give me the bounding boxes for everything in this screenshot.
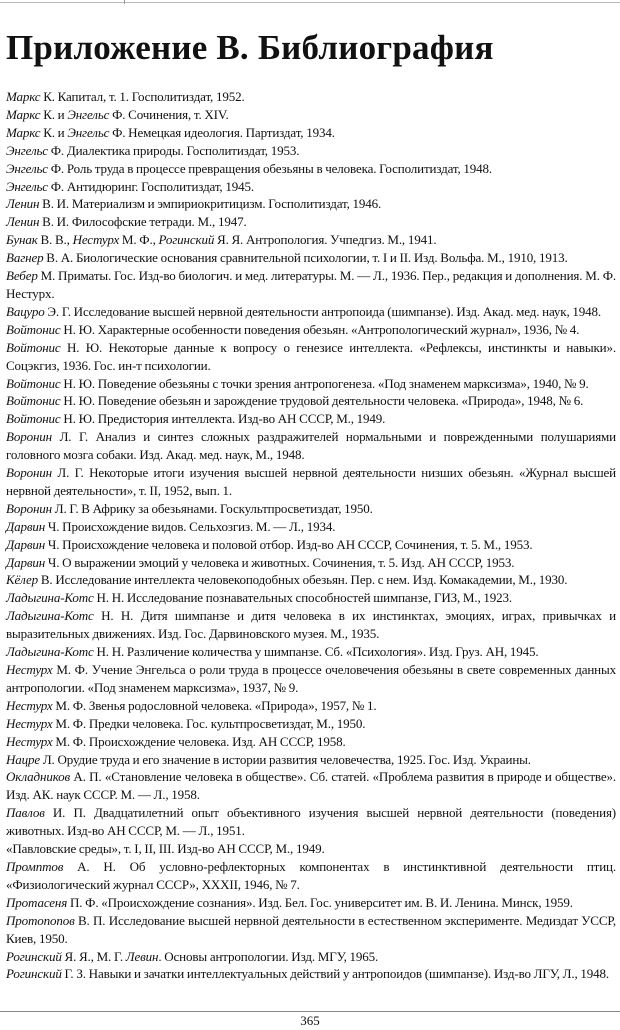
bibliography-entry (6, 321, 616, 339)
entry-text: Н. Н. Исследование познавательных способностей шимпанзе, ГИЗ, М., 1923. (93, 590, 513, 606)
entry-author: Дарвин (6, 536, 46, 552)
entry-author: Нестурх (6, 733, 53, 749)
entry-text: И. П. Двадцатилетний опыт объективного изучения высшей нервной деятельности (поведения) животных. Изд-во АН СССР, М. — Л., 1951. (6, 805, 616, 839)
top-rule (0, 2, 620, 3)
entry-author: Энгельс (67, 124, 110, 140)
entry-author: Маркс (6, 124, 41, 140)
bibliography-entry (6, 768, 616, 804)
entry-text: Н. Н. Различение количества у шимпанзе. Сб. «Психология». Изд. Груз. АН, 1945. (93, 644, 539, 660)
entry-author: Ленин (6, 214, 40, 230)
entry-author: Энгельс (6, 160, 48, 176)
entry-text: М. Ф. Звенья родословной человека. «Природа», 1957, № 1. (52, 697, 377, 713)
entry-text: Ф. Немецкая идеология. Партиздат, 1934. (109, 124, 335, 140)
entry-text: Я. Я. Антропология. Учпедгиз. М., 1941. (214, 232, 437, 248)
entry-text: «Павловские среды», т. I, II, III. Изд-во АН СССР, М., 1949. (6, 841, 325, 857)
entry-text: П. Ф. «Происхождение сознания». Изд. Бел. Гос. университет им. В. И. Ленина. Минск, 1959. (67, 894, 573, 910)
bibliography-entry (6, 661, 616, 697)
page-title: Приложение В. Библиография (6, 28, 494, 67)
entry-author: Рогинский (6, 948, 62, 964)
entry-author: Маркс (6, 106, 41, 122)
bibliography-entry (6, 178, 616, 196)
entry-text: М. Приматы. Гос. Изд-во биологич. и мед. литературы. М. — Л., 1936. Пер., редакция и дополнения. М. Ф. Нестурх. (6, 268, 616, 301)
bibliography-entry (6, 339, 616, 375)
entry-author: Левин (125, 948, 159, 964)
bibliography-entry (6, 124, 616, 142)
entry-text: Л. Г. В Африку за обезьянами. Госкультпросветиздат, 1950. (51, 500, 373, 516)
bibliography-entry (6, 571, 616, 589)
bibliography-list (6, 88, 616, 983)
entry-author: Энгельс (6, 142, 48, 158)
bibliography-entry (6, 912, 616, 948)
bibliography-entry (6, 303, 616, 321)
entry-text: . Основы антропологии. Изд. МГУ, 1965. (158, 948, 379, 964)
bibliography-entry (6, 589, 616, 607)
bibliography-entry (6, 142, 616, 160)
entry-text: Н. Ю. Поведение обезьяны с точки зрения антропогенеза. «Под знаменем марксизма», 1940, № 9. (60, 375, 589, 391)
entry-author: Протопопов (6, 912, 75, 928)
entry-author: Нестурх (6, 697, 53, 713)
entry-text: В. И. Философские тетради. М., 1947. (39, 214, 247, 230)
entry-author: Рогинский (6, 966, 62, 982)
entry-text: А. Н. Об условно-рефлекторных компонентах в инстинктивной деятельности птиц. «Физиологический журнал СССР», XXXII, 1946, № 7. (6, 858, 616, 892)
bibliography-entry (6, 428, 616, 464)
entry-text: В. Исследование интеллекта человекоподобных обезьян. Пер. с нем. Изд. Комакадемии, М., 1930. (38, 572, 568, 588)
bibliography-entry (6, 858, 616, 894)
entry-text: М. Ф., (119, 232, 159, 248)
bibliography-entry (6, 195, 616, 213)
entry-text: Н. Ю. Некоторые данные к вопросу о генезисе интеллекта. «Рефлексы, инстинкты и навыки». Соцэкгиз, 1936. Гос. ин-т психологии. (6, 339, 616, 373)
entry-author: Нестурх (72, 232, 120, 248)
entry-author: Маркс (6, 89, 41, 104)
bibliography-entry (6, 249, 616, 267)
entry-text: Н. Н. Дитя шимпанзе и дитя человека в их инстинктах, эмоциях, играх, привычках и выразительных движениях. Изд. Гос. Дарвиновского музея. М., 1935. (6, 608, 616, 642)
entry-text: А. П. «Становление человека в обществе». Сб. статей. «Проблема развития в природе и обществе». Изд. АК. наук СССР. М. — Л., 1958. (6, 769, 616, 803)
entry-text: М. Ф. Происхождение человека. Изд. АН СССР, 1958. (52, 733, 346, 749)
entry-text: Н. Ю. Предистория интеллекта. Изд-во АН СССР, М., 1949. (60, 411, 386, 427)
bibliography-entry (6, 733, 616, 751)
entry-author: Воронин (6, 465, 52, 481)
entry-author: Воронин (6, 500, 52, 516)
entry-author: Ладыгина-Котс (6, 590, 94, 606)
entry-author: Нестурх (6, 715, 53, 731)
entry-text: Ф. Антидюринг. Госполитиздат, 1945. (47, 178, 254, 194)
bibliography-entry (6, 536, 616, 554)
entry-author: Дарвин (6, 518, 46, 534)
entry-text: Ч. Происхождение человека и половой отбор. Изд-во АН СССР, Сочинения, т. 5. М., 1953. (45, 536, 533, 552)
entry-author: Вацуро (6, 303, 45, 319)
entry-text: Ч. О выражении эмоций у человека и животных. Сочинения, т. 5. Изд. АН СССР, 1953. (45, 554, 515, 570)
entry-text: Э. Г. Исследование высшей нервной деятельности антропоида (шимпанзе). Изд. Акад. мед. наук, 1948. (44, 303, 602, 319)
entry-author: Промптов (6, 858, 64, 874)
entry-author: Рогинский (158, 232, 215, 248)
entry-text: М. Ф. Учение Энгельса о роли труда в процессе очеловечения обезьяны в свете современных данных антропологии. «Под знаменем марксизма», 1937, № 9. (6, 662, 616, 695)
bibliography-entry (6, 392, 616, 410)
entry-author: Войтонис (6, 375, 61, 391)
bibliography-entry (6, 804, 616, 840)
entry-text: Ф. Роль труда в процессе превращения обезьяны в человека. Госполитиздат, 1948. (47, 160, 493, 176)
entry-text: Н. Ю. Поведение обезьян и зарождение трудовой деятельности человека. «Природа», 1948, № 6. (60, 393, 584, 409)
bibliography-entry (6, 464, 616, 500)
entry-text: Л. Орудие труда и его значение в истории развития человечества, 1925. Гос. Изд. Украины. (40, 751, 531, 767)
bibliography-entry (6, 948, 616, 966)
entry-text: Н. Ю. Характерные особенности поведения обезьян. «Антропологический журнал», 1936, № 4. (60, 321, 580, 337)
bibliography-entry (6, 518, 616, 536)
footer-rule (0, 1011, 620, 1012)
entry-author: Кёлер (6, 572, 39, 588)
top-rule-tick (124, 0, 125, 4)
bibliography-entry (6, 88, 616, 106)
entry-author: Ленин (6, 196, 40, 212)
entry-author: Дарвин (6, 554, 46, 570)
entry-text: К. и (40, 106, 68, 122)
bibliography-entry (6, 554, 616, 572)
entry-author: Войтонис (6, 321, 61, 337)
bibliography-entry (6, 375, 616, 393)
bibliography-entry (6, 715, 616, 733)
entry-author: Нацре (6, 751, 41, 767)
bibliography-entry (6, 643, 616, 661)
entry-author: Бунак (6, 232, 38, 248)
entry-text: К. Капитал, т. 1. Госполитиздат, 1952. (40, 89, 245, 104)
entry-author: Воронин (6, 429, 52, 445)
entry-author: Войтонис (6, 411, 61, 427)
bibliography-entry (6, 500, 616, 518)
bibliography-entry (6, 751, 616, 769)
bibliography-entry (6, 607, 616, 643)
entry-author: Вагнер (6, 250, 44, 266)
entry-text: К. и (40, 124, 68, 140)
entry-author: Протасеня (6, 894, 68, 910)
entry-author: Окладников (6, 769, 71, 785)
entry-text: В. И. Материализм и эмпириокритицизм. Госполитиздат, 1946. (39, 196, 382, 212)
entry-author: Вебер (6, 268, 38, 284)
entry-author: Энгельс (67, 106, 110, 122)
entry-author: Ладыгина-Котс (6, 608, 94, 624)
entry-author: Энгельс (6, 178, 48, 194)
bibliography-entry (6, 213, 616, 231)
entry-text: М. Ф. Предки человека. Гос. культпросветиздат, М., 1950. (52, 715, 366, 731)
bibliography-entry (6, 410, 616, 428)
entry-author: Войтонис (6, 393, 61, 409)
entry-author: Войтонис (6, 339, 61, 355)
entry-author: Павлов (6, 805, 45, 821)
entry-text: В. П. Исследование высшей нервной деятельности в естественном эксперименте. Медиздат УССР, Киев, 1950. (6, 912, 616, 946)
bibliography-entry (6, 160, 616, 178)
bibliography-entry (6, 894, 616, 912)
bibliography-entry (6, 231, 616, 249)
entry-text: Ф. Сочинения, т. XIV. (109, 106, 229, 122)
page-number: 365 (300, 1013, 320, 1028)
entry-text: Ф. Диалектика природы. Госполитиздат, 1953. (47, 142, 300, 158)
entry-text: В. В., (37, 232, 73, 248)
bibliography-entry (6, 697, 616, 715)
bibliography-entry (6, 965, 616, 983)
bibliography-entry (6, 106, 616, 124)
bibliography-entry (6, 267, 616, 303)
entry-text: Г. З. Навыки и зачатки интеллектуальных действий у антропоидов (шимпанзе). Изд-во ЛГУ, Л., 1948. (61, 966, 609, 982)
entry-text: В. А. Биологические основания сравнительной психологии, т. I и II. Изд. Вольфа. М., 1910, 1913. (43, 250, 568, 266)
entry-author: Нестурх (6, 662, 53, 677)
entry-author: Ладыгина-Котс (6, 644, 94, 660)
entry-text: Л. Г. Анализ и синтез сложных раздражителей нормальными и поврежденными полушариями головного мозга собаки. Изд. Акад. мед. наук, М., 1948. (6, 429, 616, 463)
bibliography-entry (6, 840, 616, 858)
entry-text: Я. Я., М. Г. (61, 948, 126, 964)
entry-text: Л. Г. Некоторые итоги изучения высшей нервной деятельности низших обезьян. «Журнал высшей нервной деятельности», т. II, 1952, вып. 1. (6, 465, 616, 498)
entry-text: Ч. Происхождение видов. Сельхозгиз. М. — Л., 1934. (45, 518, 336, 534)
